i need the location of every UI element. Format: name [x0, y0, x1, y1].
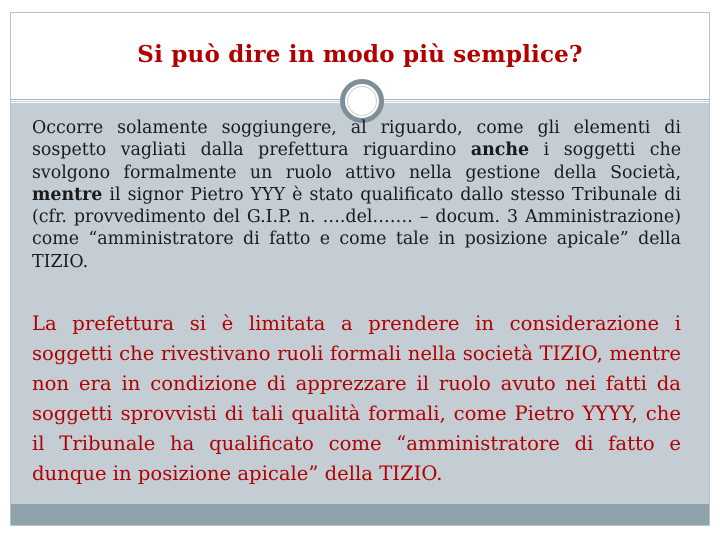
paragraph-1-text-c: il signor Pietro YYY è stato qualificato dallo stesso Tribunale di (cfr. provvedimento del G.I.P. n. ….del……. – docum. 3 Amministrazione) come “amministratore di fatto e come tale in posizione apicale” della TIZIO. — [32, 184, 681, 272]
paragraph-1-text-a: Occorre solamente soggiungere, al riguardo, come gli elementi di sospetto vagliati dalla prefettura riguardino — [32, 118, 681, 161]
paragraph-1-text-b: i soggetti che svolgono formalmente un ruolo attivo nella gestione della Società, — [32, 140, 681, 183]
slide-title: Si può dire in modo più semplice? — [137, 41, 583, 68]
bottom-bar — [11, 504, 709, 525]
paragraph-1-bold-mentre: mentre — [32, 184, 103, 205]
paragraph-1-bold-anche: anche — [470, 140, 530, 161]
body-paragraph-1 — [32, 117, 681, 273]
body-paragraph-2: La prefettura si è limitata a prendere in considerazione i soggetti che rivestivano ruoli formali nella società TIZIO, mentre non era in condizione di apprezzare il ruolo avuto nei fatti da soggetti sprovvisti di tali qualità formali, come Pietro YYYY, che il Tribunale ha qualificato come “amministratore di fatto e dunque in posizione apicale” della TIZIO. — [32, 312, 681, 485]
